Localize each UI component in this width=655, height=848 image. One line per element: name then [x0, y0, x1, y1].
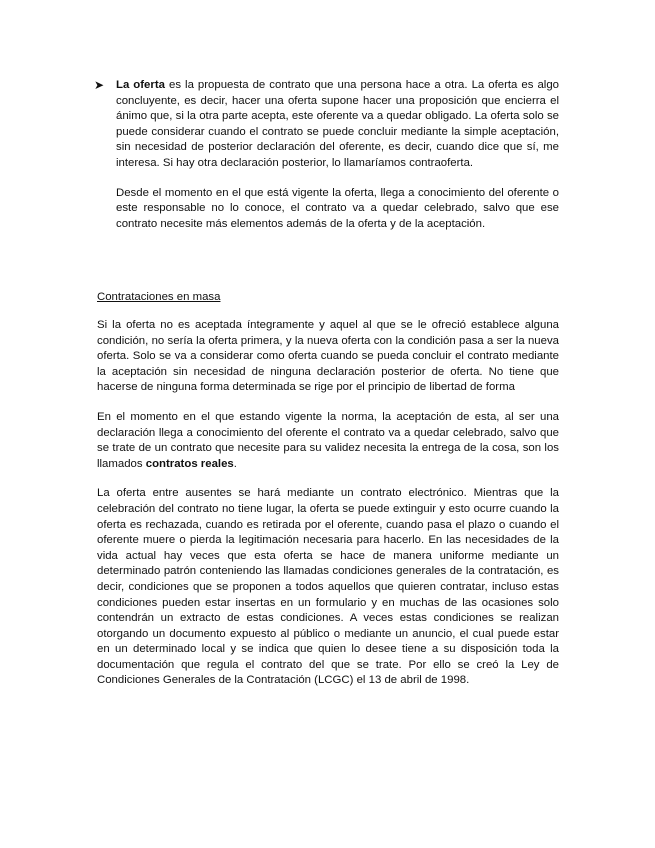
body-paragraph-1: Si la oferta no es aceptada íntegramente y aquel al que se le ofreció establece alguna condición, no sería la oferta primera, y la nueva oferta con la condición pasa a ser la nueva oferta. Solo se va a considerar como oferta cuando se pueda concluir el contrato mediante la aceptación sin necesidad de ninguna declaración posterior de oferta. No tiene que hacerse de ninguna forma determinada se rige por el principio de libertad de forma	[97, 319, 559, 394]
body-paragraph-2-text: En el momento en el que estando vigente la norma, la aceptación de esta, al ser una declaración llega a conocimiento del oferente el contrato va a quedar celebrado, salvo que se trate de un contrato que necesite para su validez necesita la entrega de la cosa, son los llamados	[97, 410, 559, 470]
bullet-section	[94, 78, 559, 232]
oferta-definition-paragraph	[97, 78, 559, 172]
oferta-definition-text: es la propuesta de contrato que una persona hace a otra. La oferta es algo concluyente, es decir, hacer una oferta supone hacer una proposición que encierra el ánimo que, si la otra parte acepta, este oferente va a quedar obligado. La oferta solo se puede considerar cuando el contrato se puede concluir mediante la simple aceptación, sin necesidad de posterior declaración del oferente, es decir, cuando dice que sí, me interesa. Si hay otra declaración posterior, lo llamaríamos contraoferta.	[116, 79, 559, 169]
section-body	[97, 318, 559, 689]
body-paragraph-2	[97, 410, 559, 472]
section-heading: Contrataciones en masa	[97, 291, 221, 303]
arrow-bullet-icon: ➤	[94, 78, 105, 92]
vigencia-paragraph: Desde el momento en el que está vigente la oferta, llega a conocimiento del oferente o este responsable no lo conoce, el contrato va a quedar celebrado, salvo que ese contrato necesite más elementos además de la oferta y de la aceptación.	[116, 186, 559, 230]
oferta-term: La oferta	[116, 79, 165, 91]
contratos-reales-term: contratos reales	[145, 457, 234, 470]
body-paragraph-3: La oferta entre ausentes se hará mediante un contrato electrónico. Mientras que la celebración del contrato no tiene lugar, la oferta se puede extinguir y esto ocurre cuando la oferta es rechazada, cuando es retirada por el oferente, cuando pasa el plazo o cuando el oferente muere o pierda la legitimación necesaria para hacerlo. En las necesidades de la vida actual hay veces que esta oferta se hace de manera uniforme mediante un determinado patrón conteniendo las llamadas condiciones generales de la contratación, es decir, condiciones que se proponen a todos aquellos que quieren contratar, incluso estas condiciones pueden estar insertas en un formulario y en muchas de las ocasiones solo contendrán un extracto de estas condiciones. A veces estas condiciones se realizan otorgando un documento expuesto al público o mediante un anuncio, el cual puede estar en un determinado local y se indica que quien lo desee tiene a su disposición toda la documentación que regula el contrato del que se trate. Por ello se creó la Ley de Condiciones Generales de la Contratación (LCGC) el 13 de abril de 1998.	[97, 487, 559, 687]
body-paragraph-2-end: .	[233, 457, 237, 470]
